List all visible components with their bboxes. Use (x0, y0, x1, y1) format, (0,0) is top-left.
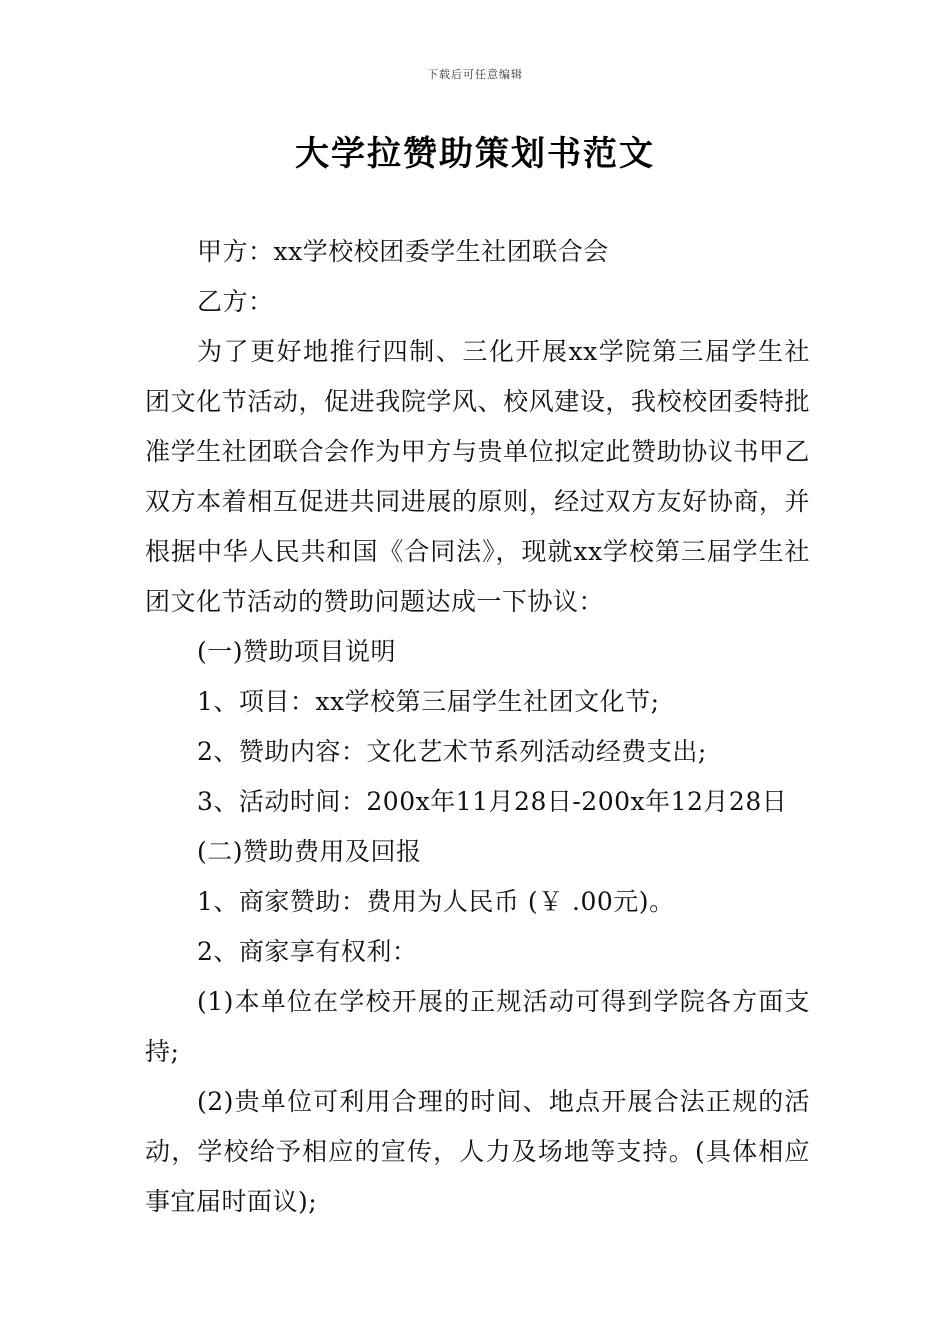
document-title: 大学拉赞助策划书范文 (295, 134, 655, 174)
document-body (145, 227, 810, 1227)
section-heading-2: (二)赞助费用及回报 (197, 837, 422, 866)
party-b-line: 乙方： (197, 287, 274, 316)
list-item: (2)贵单位可利用合理的时间、地点开展合法正规的活动，学校给予相应的宣传，人力及场地等支持。(具体相应事宜届时面议); (145, 1087, 810, 1216)
section-heading-1: (一)赞助项目说明 (197, 637, 397, 666)
list-item: 2、商家享有权利： (197, 937, 418, 966)
list-item: (1)本单位在学校开展的正规活动可得到学院各方面支持; (145, 987, 810, 1066)
intro-paragraph: 为了更好地推行四制、三化开展xx学院第三届学生社团文化节活动，促进我院学风、校风建设，我校校团委特批准学生社团联合会作为甲方与贵单位拟定此赞助协议书甲乙双方本着相互促进共同进展的原则，经过双方友好协商，并根据中华人民共和国《合同法》，现就xx学校第三届学生社团文化节活动的赞助问题达成一下协议： (145, 337, 810, 616)
header-note: 下载后可任意编辑 (427, 68, 523, 81)
list-item: 3、活动时间：200x年11月28日-200x年12月28日 (197, 787, 788, 816)
list-item: 2、赞助内容：文化艺术节系列活动经费支出; (197, 737, 707, 766)
party-a-line: 甲方：xx学校校团委学生社团联合会 (197, 237, 609, 266)
list-item: 1、商家赞助：费用为人民币 (￥ .00元)。 (197, 887, 675, 916)
list-item: 1、项目：xx学校第三届学生社团文化节; (197, 687, 660, 716)
